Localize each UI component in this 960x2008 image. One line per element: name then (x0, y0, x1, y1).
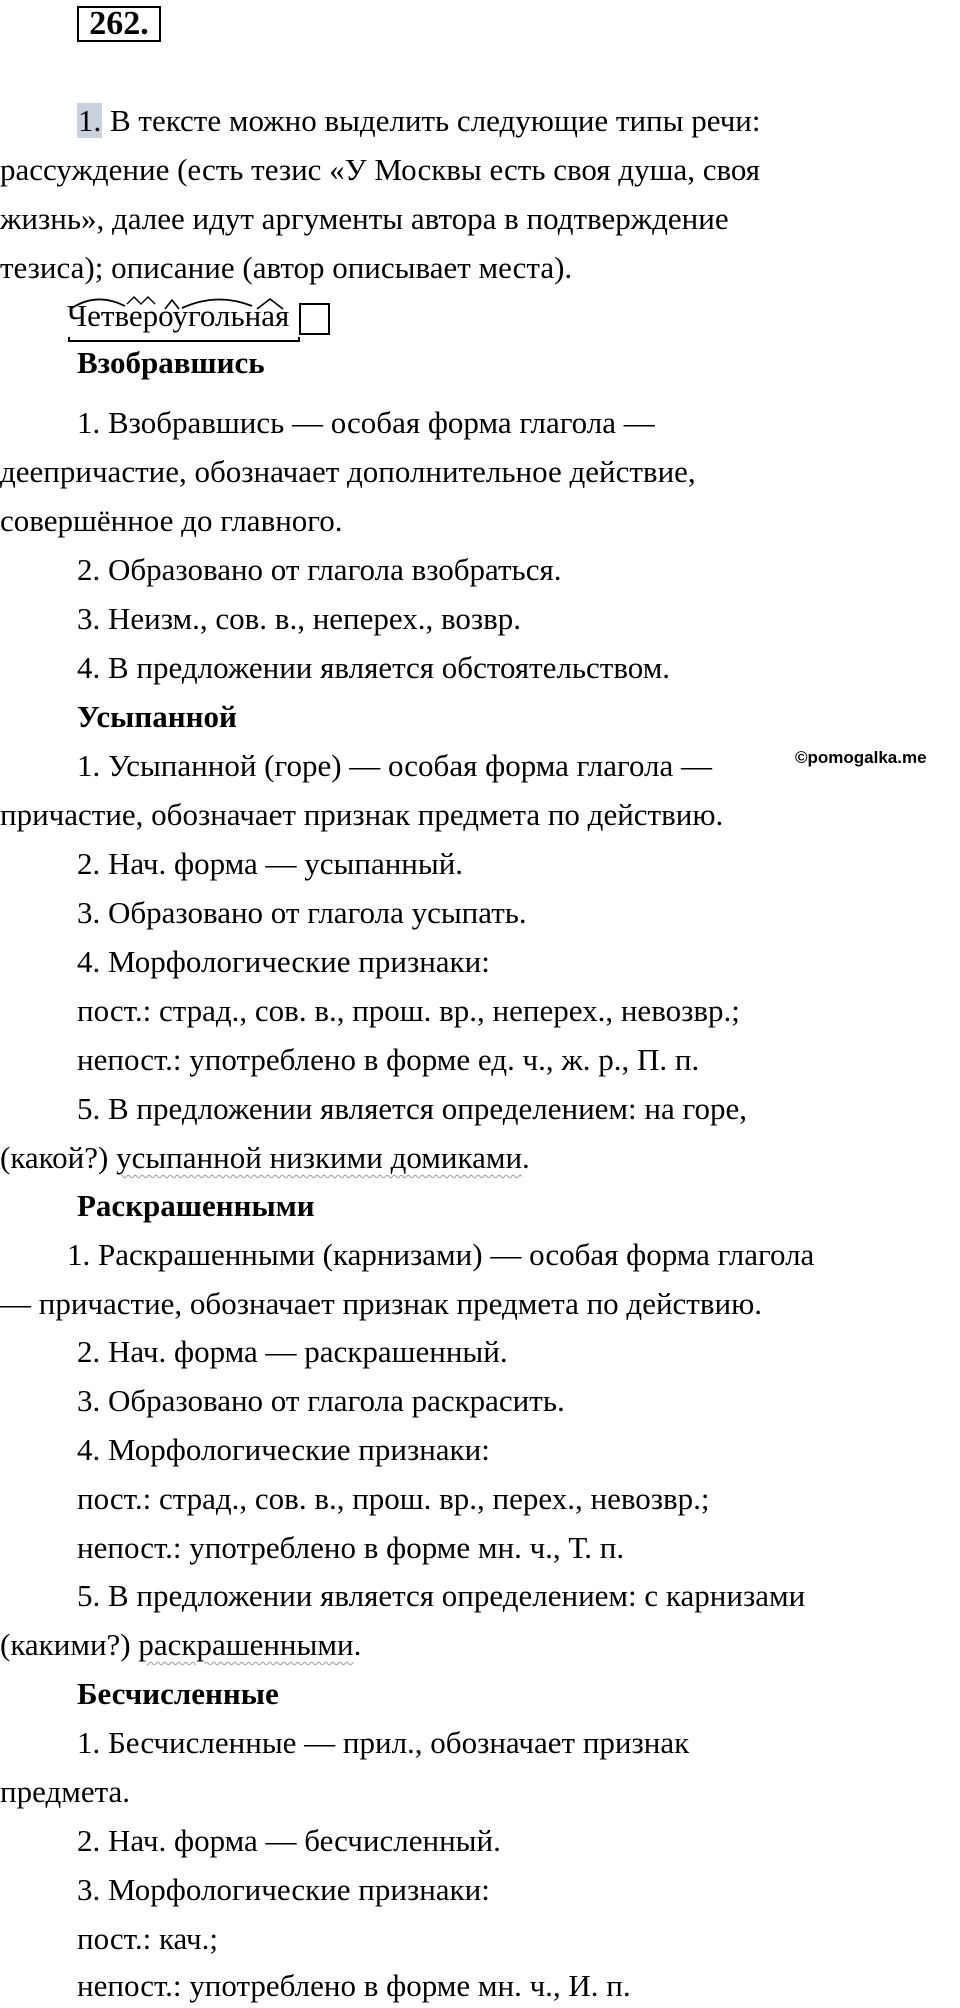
raskrashennymi-line-7: непост.: употреблено в форме мн. ч., Т. п. (77, 1530, 625, 1565)
raskrashennymi-line-3: 2. Нач. форма — раскрашенный. (77, 1334, 508, 1369)
usypannoy-line-8: 5. В предложении является определением: на горе, (77, 1091, 747, 1126)
raskrashennymi-line-5: 4. Морфологические признаки: (77, 1432, 490, 1467)
beschislennye-line-4: 3. Морфологические признаки: (77, 1872, 490, 1907)
raskrashennymi-line-2: — причастие, обозначает признак предмета по действию. (0, 1286, 762, 1321)
usypannoy-line-6: пост.: страд., сов. в., прош. вр., неперех., невозвр.; (77, 993, 740, 1028)
raskrashennymi-line-8: 5. В предложении является определением: с карнизами (77, 1578, 806, 1613)
beschislennye-line-6: непост.: употреблено в форме мн. ч., И. п. (77, 1968, 631, 2003)
ending-box (299, 303, 330, 335)
intro-line-2: рассуждение (есть тезис «У Москвы есть своя душа, своя (0, 152, 761, 187)
suffix-mark-2 (257, 299, 283, 309)
vzobravshis-line-3: совершённое до главного. (0, 503, 343, 538)
beschislennye-line-3: 2. Нач. форма — бесчисленный. (77, 1823, 501, 1858)
suffix-mark-1 (165, 300, 179, 309)
usypannoy-line-9: (какой?) усыпанной низкими домиками. (0, 1140, 530, 1175)
vzobravshis-line-4: 2. Образовано от глагола взобраться. (77, 552, 562, 587)
exercise-number: 262. (77, 6, 161, 42)
beschislennye-line-2: предмета. (0, 1774, 131, 1809)
stem-bracket (69, 337, 299, 341)
intro-line-4: тезиса); описание (автор описывает места). (0, 250, 573, 285)
vzobravshis-line-6: 4. В предложении является обстоятельством. (77, 650, 671, 685)
morpheme-analysis (67, 296, 289, 336)
vzobravshis-line-5: 3. Неизм., сов. в., неперех., возвр. (77, 601, 522, 636)
underlined-phrase: раскрашенными (138, 1627, 354, 1662)
root-arc-1 (72, 299, 125, 308)
heading-usypannoy: Усыпанной (77, 699, 237, 734)
vzobravshis-line-1: 1. Взобравшись — особая форма глагола — (77, 405, 655, 440)
underlined-phrase: усыпанной низкими домиками (116, 1140, 523, 1175)
root-arc-2 (182, 299, 252, 308)
morpheme-word: Четвероугольная (67, 298, 290, 333)
beschislennye-line-1: 1. Бесчисленные — прил., обозначает признак (77, 1725, 690, 1760)
vzobravshis-line-2: деепричастие, обозначает дополнительное действие, (0, 454, 696, 489)
linking-vowel-mark (127, 297, 155, 304)
usypannoy-line-5: 4. Морфологические признаки: (77, 944, 490, 979)
morpheme-word-wrap (67, 296, 289, 336)
watermark: ©pomogalka.me (795, 748, 927, 767)
raskrashennymi-line-1: 1. Раскрашенными (карнизами) — особая форма глагола (67, 1237, 815, 1272)
intro-number-label: 1. (78, 103, 102, 138)
intro-line-3: жизнь», далее идут аргументы автора в подтверждение (0, 201, 729, 236)
heading-vzobravshis: Взобравшись (77, 345, 265, 380)
heading-raskrashennymi: Раскрашенными (77, 1188, 315, 1223)
usypannoy-line-1: 1. Усыпанной (горе) — особая форма глагола — (77, 748, 713, 783)
raskrashennymi-line-9: (какими?) раскрашенными. (0, 1627, 362, 1662)
morpheme-marks (67, 296, 337, 341)
raskrashennymi-line-6: пост.: страд., сов. в., прош. вр., перех., невозвр.; (77, 1481, 710, 1516)
usypannoy-line-7: непост.: употреблено в форме ед. ч., ж. р., П. п. (77, 1042, 700, 1077)
heading-beschislennye: Бесчисленные (77, 1676, 279, 1711)
usypannoy-line-3: 2. Нач. форма — усыпанный. (77, 846, 464, 881)
usypannoy-line-4: 3. Образовано от глагола усыпать. (77, 895, 527, 930)
raskrashennymi-line-4: 3. Образовано от глагола раскрасить. (77, 1383, 565, 1418)
beschislennye-line-5: пост.: кач.; (77, 1921, 219, 1956)
intro-line-1: 1. В тексте можно выделить следующие типы речи: (78, 103, 761, 138)
usypannoy-line-2: причастие, обозначает признак предмета по действию. (0, 797, 724, 832)
